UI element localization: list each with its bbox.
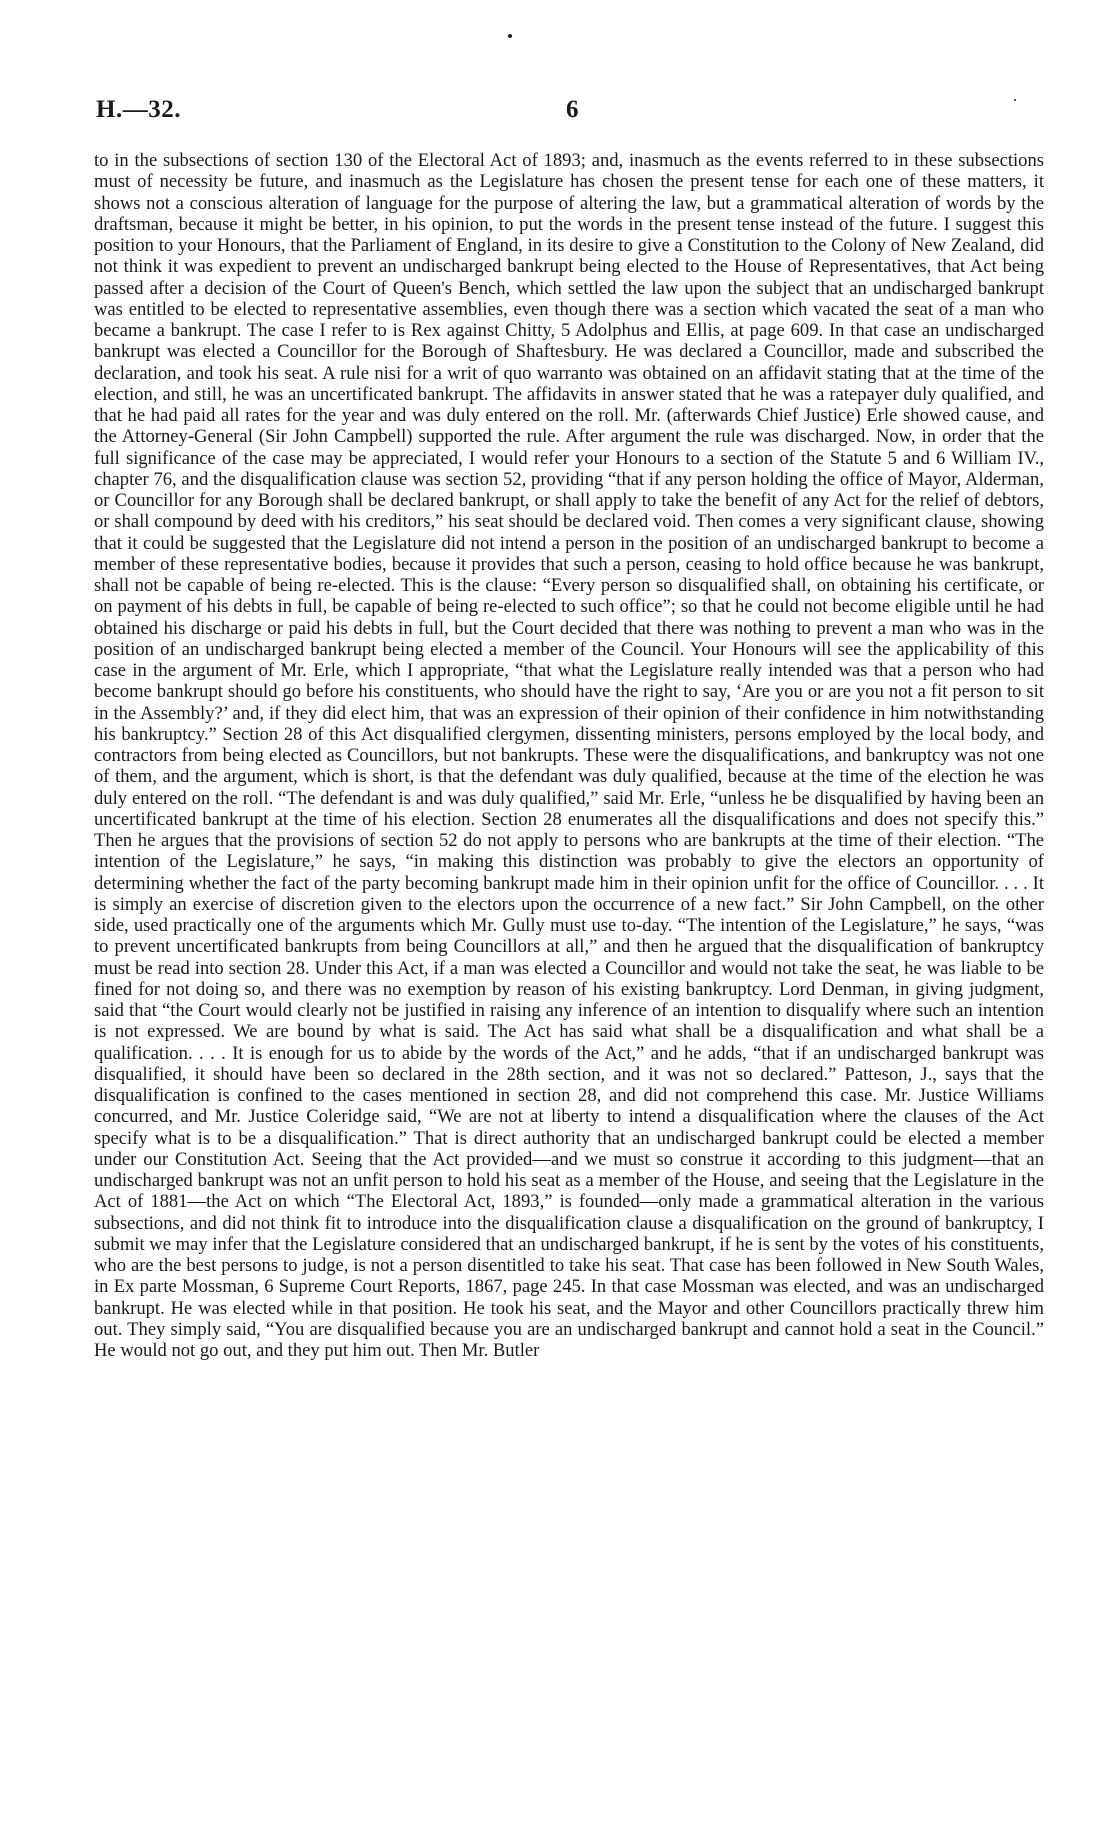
body-paragraph: to in the subsections of section 130 of the Electoral Act of 1893; and, inasmuch as the events referred to in these subsections must of necessity be future, and inasmuch as the Legislature has chosen the present tense for each one of these matters, it shows not a conscious alteration of language for the purpose of altering the law, but a grammatical alteration of words by the draftsman, because it might be better, in his opinion, to put the words in the present tense instead of the future. I suggest this position to your Honours, that the Parliament of England, in its desire to give a Constitution to the Colony of New Zealand, did not think it was expedient to prevent an undischarged bankrupt being elected to the House of Representatives, that Act being passed after a decision of the Court of Queen's Bench, which settled the law upon the subject that an undischarged bankrupt was entitled to be elected to representative assemblies, even though there was a section which vacated the seat of a man who became a bankrupt. The case I refer to is Rex against Chitty, 5 Adolphus and Ellis, at page 609. In that case an undischarged bankrupt was elected a Councillor for the Borough of Shaftesbury. He was declared a Councillor, made and subscribed the declaration, and took his seat. A rule nisi for a writ of quo warranto was obtained on an affidavit stating that at the time of the election, and still, he was an uncertificated bankrupt. The affidavits in answer stated that he was a ratepayer duly qualified, and that he had paid all rates for the year and was duly entered on the roll. Mr. (afterwards Chief Justice) Erle showed cause, and the Attorney-General (Sir John Campbell) supported the rule. After argument the rule was discharged. Now, in order that the full significance of the case may be appreciated, I would refer your Honours to a section of the Statute 5 and 6 William IV., chapter 76, and the disqualification clause was section 52, providing “that if any person holding the office of Mayor, Alderman, or Councillor for any Borough shall be declared bankrupt, or shall apply to take the benefit of any Act for the relief of debtors, or shall compound by deed with his creditors,” his seat should be declared void. Then comes a very significant clause, showing that it could be suggested that the Legislature did not intend a person in the position of an undischarged bankrupt to become a member of these representative bodies, because it provides that such a person, ceasing to hold office because he was bankrupt, shall not be capable of being re-elected. This is the clause: “Every person so disqualified shall, on obtaining his certificate, or on payment of his debts in full, be capable of being re-elected to such office”; so that he could not become eligible until he had obtained his discharge or paid his debts in full, but the Court decided that there was nothing to prevent a man who was in the position of an undischarged bankrupt being elected a member of the Council. Your Honours will see the applicability of this case in the argument of Mr. Erle, which I appropriate, “that what the Legislature really intended was that a person who had become bankrupt should go before his constituents, who should have the right to say, ‘Are you or are you not a fit person to sit in the Assembly?’ and, if they did elect him, that was an expression of their opinion of their confidence in him notwithstanding his bankruptcy.” Section 28 of this Act disqualified clergymen, dissenting ministers, persons employed by the local body, and contractors from being elected as Councillors, but not bankrupts. These were the disqualifications, and bankruptcy was not one of them, and the argument, which is short, is that the defendant was duly qualified, because at the time of the election he was duly entered on the roll. “The defendant is and was duly qualified,” said Mr. Erle, “unless he be disqualified by having been an uncertificated bankrupt at the time of his election. Section 28 enumerates all the disqualifications and does not specify this.” Then he argues that the provisions of section 52 do not apply to persons who are bankrupts at the time of their election. “The intention of the Legislature,” he says, “in making this distinction was probably to give the electors an opportunity of determining whether the fact of the party becoming bankrupt made him in their opinion unfit for the office of Councillor. . . . It is simply an exercise of discretion given to the electors upon the occurrence of a new fact.” Sir John Campbell, on the other side, used practically one of the arguments which Mr. Gully must use to-day. “The intention of the Legislature,” he says, “was to prevent uncertificated bankrupts from being Councillors at all,” and then he argued that the disqualification of bankruptcy must be read into section 28. Under this Act, if a man was elected a Councillor and would not take the seat, he was liable to be fined for not doing so, and there was no exemption by reason of his existing bankruptcy. Lord Denman, in giving judgment, said that “the Court would clearly not be justified in raising any inference of an intention to disqualify where such an intention is not expressed. We are bound by what is said. The Act has said what shall be a disqualification and what shall be a qualification. . . . It is enough for us to abide by the words of the Act,” and he adds, “that if an undischarged bankrupt was disqualified, it should have been so declared in the 28th section, and it was not so declared.” Patteson, J., says that the disqualification is confined to the cases mentioned in section 28, and did not comprehend this case. Mr. Justice Williams concurred, and Mr. Justice Coleridge said, “We are not at liberty to intend a disqualification where the clauses of the Act specify what is to be a disqualification.” That is direct authority that an undischarged bankrupt could be elected a member under our Constitution Act. Seeing that the Act provided—and we must so construe it according to this judgment—that an undischarged bankrupt was not an unfit person to hold his seat as a member of the House, and seeing that the Legislature in the Act of 1881—the Act on which “The Electoral Act, 1893,” is founded—only made a grammatical alteration in the various subsections, and did not think fit to introduce into the disqualification clause a disqualification on the ground of bankruptcy, I submit we may infer that the Legislature considered that an undischarged bankrupt, if he is sent by the votes of his constituents, who are the best persons to judge, is not a person disentitled to take his seat. That case has been followed in New South Wales, in Ex parte Mossman, 6 Supreme Court Reports, 1867, page 245. In that case Mossman was elected, and was an undischarged bankrupt. He was elected while in that position. He took his seat, and the Mayor and other Councillors practically threw him out. They simply said, “You are disqualified because you are an undischarged bankrupt and cannot hold a seat in the Council.” He would not go out, and they put him out. Then Mr. Butler bbox=[94, 150, 1044, 1361]
page-mark bbox=[508, 34, 512, 38]
page-number: 6 bbox=[566, 96, 579, 123]
document-code: H.—32. bbox=[96, 96, 181, 123]
page-header bbox=[96, 96, 1041, 128]
